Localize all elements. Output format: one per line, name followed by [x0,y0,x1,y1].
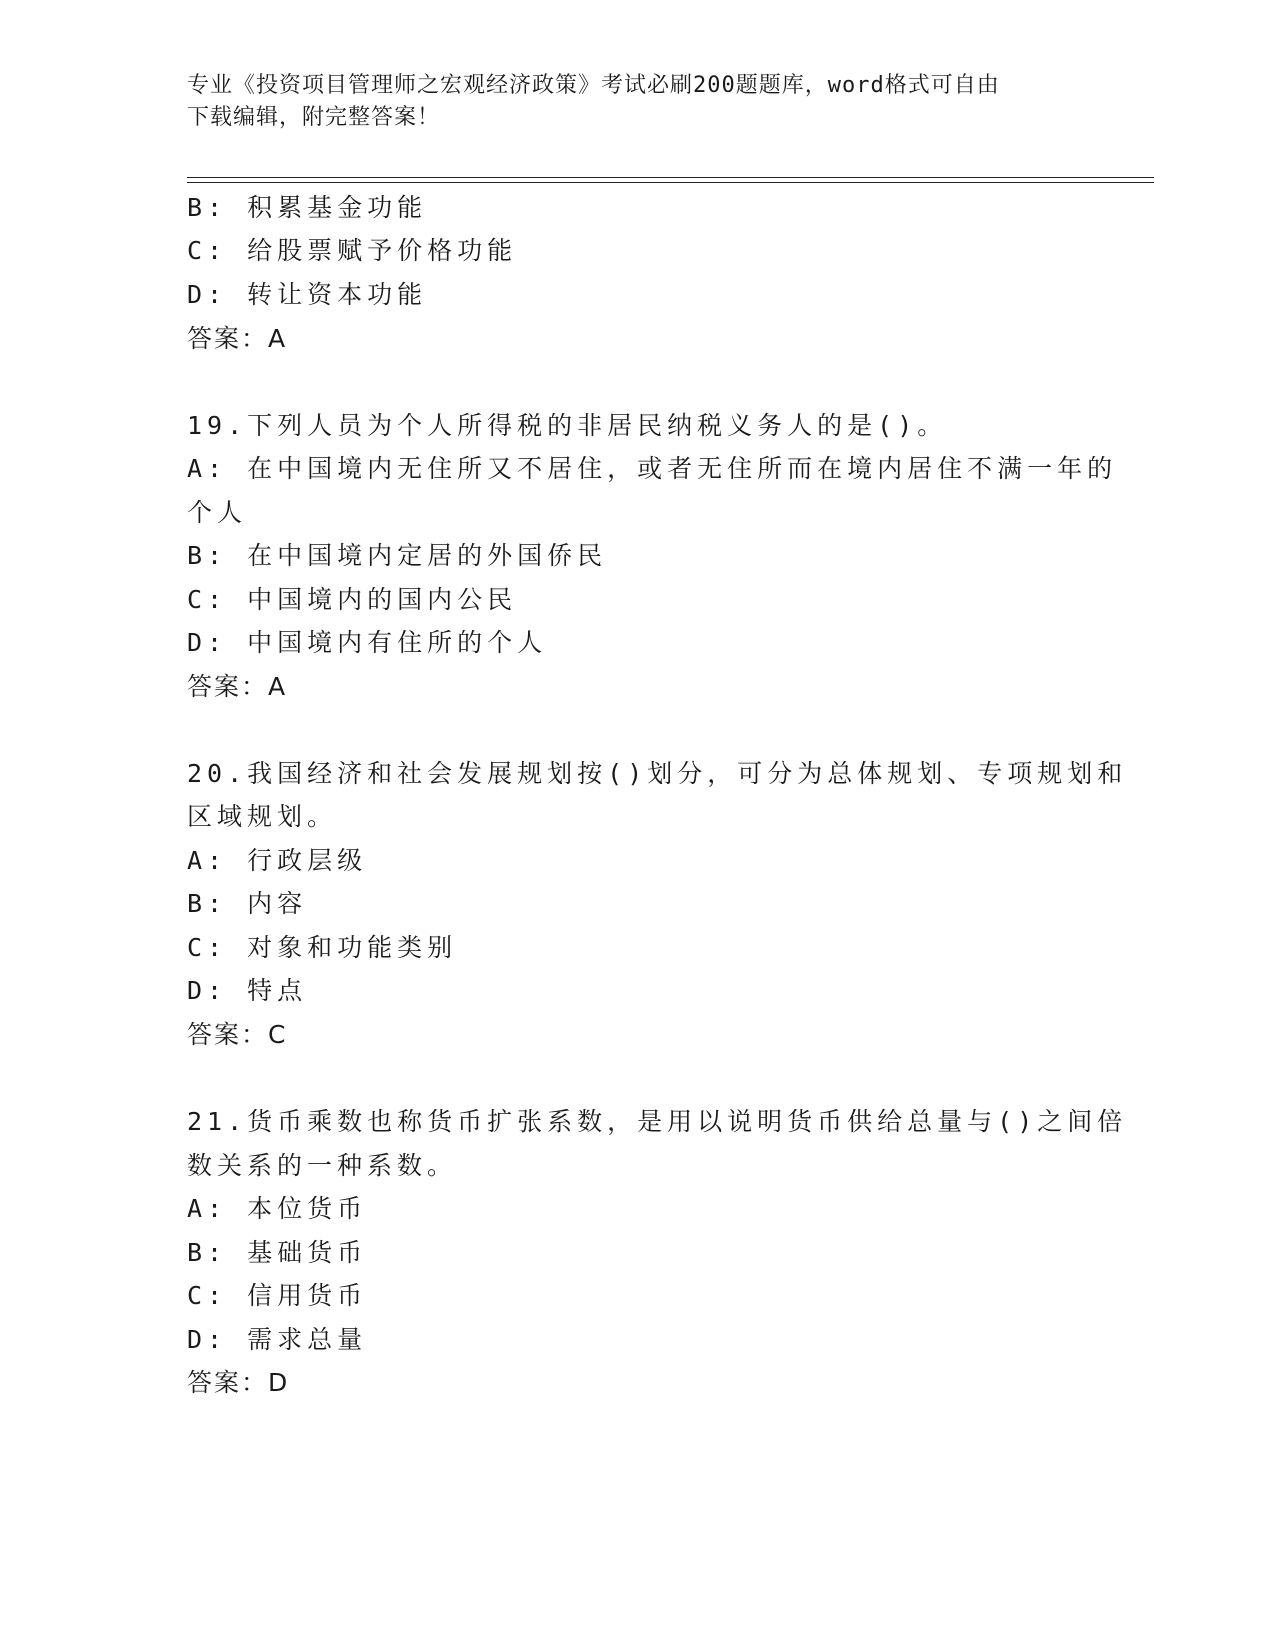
q19-answer: 答案：A [187,672,288,701]
q19-option-a-line1: A: 在中国境内无住所又不居住，或者无住所而在境内居住不满一年的 [187,454,1118,483]
q20-option-d: D: 特点 [187,976,308,1005]
q19-option-b: B: 在中国境内定居的外国侨民 [187,541,608,570]
q19-stem: 19.下列人员为个人所得税的非居民纳税义务人的是()。 [187,411,948,440]
prev-option-c: C: 给股票赋予价格功能 [187,236,518,265]
q20-option-c: C: 对象和功能类别 [187,933,458,962]
q20-stem-line2: 区域规划。 [187,802,338,831]
q21-option-a: A: 本位货币 [187,1194,368,1223]
q21-stem-line2: 数关系的一种系数。 [187,1151,458,1180]
header-divider-bottom [187,182,1154,183]
q20-option-a: A: 行政层级 [187,846,368,875]
q19-option-a-line2: 个人 [187,498,248,527]
header-line-2: 下载编辑，附完整答案！ [187,105,441,130]
prev-option-b: B: 积累基金功能 [187,193,428,222]
q21-option-b: B: 基础货币 [187,1238,368,1267]
q21-stem-line1: 21.货币乘数也称货币扩张系数，是用以说明货币供给总量与()之间倍 [187,1107,1128,1136]
q20-answer: 答案：C [187,1020,288,1049]
q21-option-d: D: 需求总量 [187,1325,368,1354]
prev-option-d: D: 转让资本功能 [187,280,428,309]
document-header [187,70,1067,134]
q20-option-b: B: 内容 [187,889,308,918]
q21-answer: 答案：D [187,1368,290,1397]
q21-option-c: C: 信用货币 [187,1281,368,1310]
q20-stem-line1: 20.我国经济和社会发展规划按()划分，可分为总体规划、专项规划和 [187,759,1128,788]
q19-option-c: C: 中国境内的国内公民 [187,585,518,614]
header-divider-top [187,177,1154,178]
prev-answer: 答案：A [187,324,288,353]
header-line-1: 专业《投资项目管理师之宏观经济政策》考试必刷200题题库，word格式可自由 [187,73,1000,98]
q19-option-d: D: 中国境内有住所的个人 [187,628,548,657]
